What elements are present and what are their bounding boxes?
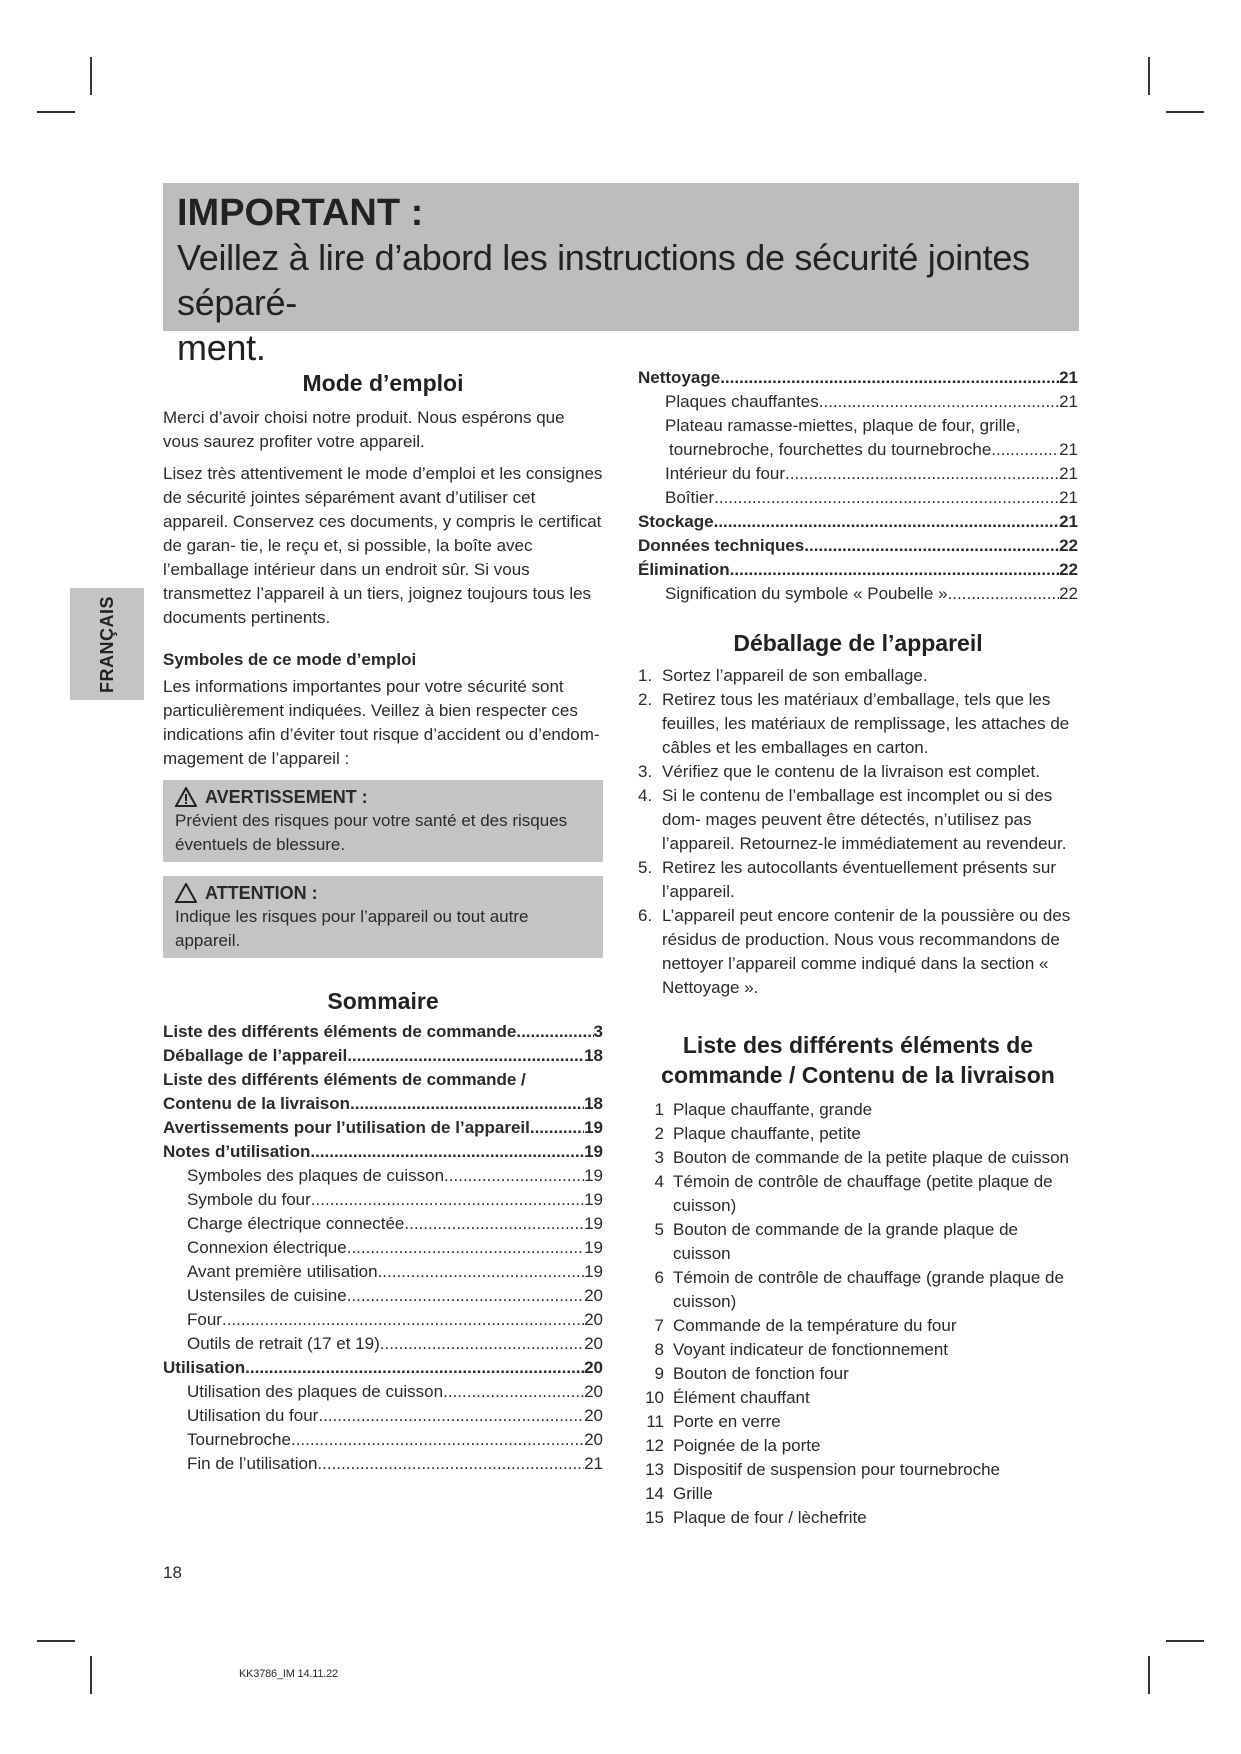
intro-paragraph: Merci d’avoir choisi notre produit. Nous espérons que vous saurez profiter votre appareil.: [163, 408, 565, 451]
toc-entry[interactable]: Avant première utilisation ..... 19: [163, 1260, 603, 1284]
language-tab-label: FRANÇAIS: [96, 595, 117, 693]
warning-triangle-icon: [175, 787, 197, 807]
toc-entry[interactable]: Contenu de la livraison ..... 18: [163, 1092, 603, 1116]
list-item: 12 Poignée de la porte: [645, 1436, 821, 1455]
toc-entry[interactable]: Utilisation ..... 20: [163, 1356, 603, 1380]
symbols-heading: Symboles de ce mode d’emploi: [163, 650, 417, 669]
toc-entry[interactable]: Liste des différents éléments de commande ..... 3: [163, 1020, 603, 1044]
toc-entry[interactable]: Nettoyage ..... 21: [638, 366, 1078, 390]
crop-mark: [90, 1656, 92, 1694]
toc-entry[interactable]: Avertissements pour l’utilisation de l’appareil ..... 19: [163, 1116, 603, 1140]
toc-entry[interactable]: Connexion électrique ..... 19: [163, 1236, 603, 1260]
list-item: 1 Plaque chauffante, grande: [654, 1100, 873, 1119]
list-item: 9 Bouton de fonction four: [654, 1364, 849, 1383]
toc-entry[interactable]: Utilisation des plaques de cuisson ..... 20: [163, 1380, 603, 1404]
toc-entry[interactable]: Outils de retrait (17 et 19) ..... 20: [163, 1332, 603, 1356]
crop-mark: [1148, 57, 1150, 95]
caution-triangle-icon: [175, 883, 197, 903]
warning-text: Prévient des risques pour votre santé et des risques éventuels de blessure.: [175, 811, 568, 854]
toc-entry[interactable]: Four ..... 20: [163, 1308, 603, 1332]
list-item: 1. Sortez l’appareil de son emballage.: [638, 666, 928, 685]
toc-entry[interactable]: Symboles des plaques de cuisson ..... 19: [163, 1164, 603, 1188]
page-number: 18: [163, 1563, 182, 1582]
crop-mark: [37, 111, 75, 113]
toc-entry[interactable]: Liste des différents éléments de commande /: [163, 1070, 526, 1089]
instructions-paragraph: Lisez très attentivement le mode d’emploi et les consignes de sécurité jointes séparément avant d’utiliser cet appareil. Conservez ces documents, y compris le certificat de garan- tie, le reçu et, si possible, la boîte avec l’emballage intérieur dans un endroit sûr. Si vous transmettez l’appareil à un tiers, joignez toujours tous les documents pertinents.: [163, 464, 603, 627]
toc-entry[interactable]: Fin de l’utilisation ..... 21: [163, 1452, 603, 1476]
crop-mark: [37, 1640, 75, 1642]
list-item: 5 Bouton de commande de la grande plaque de cuisson: [654, 1220, 1018, 1263]
list-item: 14 Grille: [645, 1484, 713, 1503]
toc-entry[interactable]: Charge électrique connectée ..... 19: [163, 1212, 603, 1236]
important-banner: [163, 183, 1079, 368]
list-item: 4. Si le contenu de l’emballage est incomplet ou si des dom- mages peuvent être détectés, n’utilisez pas l’appareil. Retournez-le immédiatement au revendeur.: [638, 786, 1067, 853]
list-item: 11 Porte en verre: [646, 1412, 781, 1431]
list-item: 3 Bouton de commande de la petite plaque de cuisson: [654, 1148, 1069, 1167]
warning-header: [175, 785, 591, 809]
liste-title-line1: Liste des différents éléments de: [682, 1032, 1034, 1058]
list-item: 2 Plaque chauffante, petite: [654, 1124, 861, 1143]
toc-entry[interactable]: Données techniques ..... 22: [638, 534, 1078, 558]
mode-emploi-title: Mode d’emploi: [302, 370, 464, 396]
toc-entry[interactable]: Notes d’utilisation ..... 19: [163, 1140, 603, 1164]
language-tab: [70, 588, 144, 700]
right-column: [638, 366, 1078, 1530]
list-item: 2. Retirez tous les matériaux d’emballage, tels que les feuilles, les matériaux de remplissage, les attaches de câbles et les emballages en carton.: [638, 690, 1070, 757]
toc-entry[interactable]: Tournebroche ..... 20: [163, 1428, 603, 1452]
symbols-paragraph: Les informations importantes pour votre sécurité sont particulièrement indiquées. Veillez à bien respecter ces indications afin d’éviter tout risque d’accident ou d’endom- magement de l’appareil :: [163, 677, 600, 768]
deballage-title: Déballage de l’appareil: [733, 630, 983, 656]
toc-entry[interactable]: Stockage ..... 21: [638, 510, 1078, 534]
liste-title-line2: commande / Contenu de la livraison: [661, 1062, 1055, 1088]
toc-entry[interactable]: Utilisation du four ..... 20: [163, 1404, 603, 1428]
banner-text-line1: Veillez à lire d’abord les instructions de sécurité jointes séparé-: [177, 237, 1030, 323]
banner-title: IMPORTANT :: [177, 192, 424, 234]
toc-entry[interactable]: Symbole du four ..... 19: [163, 1188, 603, 1212]
banner-text-line2: ment.: [177, 327, 266, 368]
toc-left: [163, 1020, 603, 1476]
toc-entry[interactable]: Ustensiles de cuisine ..... 20: [163, 1284, 603, 1308]
caution-title: ATTENTION :: [205, 883, 318, 903]
list-item: 15 Plaque de four / lèchefrite: [645, 1508, 867, 1527]
warning-title: AVERTISSEMENT :: [205, 787, 368, 807]
deballage-steps: [638, 664, 1078, 1000]
list-item: 5. Retirez les autocollants éventuellement présents sur l’appareil.: [638, 858, 1057, 901]
toc-entry[interactable]: Élimination ..... 22: [638, 558, 1078, 582]
footer-code: KK3786_IM 14.11.22: [239, 1668, 338, 1680]
toc-entry[interactable]: Signification du symbole « Poubelle » ..... 22: [638, 582, 1078, 606]
caution-text: Indique les risques pour l’appareil ou tout autre appareil.: [175, 907, 529, 950]
list-item: 6 Témoin de contrôle de chauffage (grande plaque de cuisson): [654, 1268, 1064, 1311]
list-item: 6. L’appareil peut encore contenir de la poussière ou des résidus de production. Nous vous recommandons de nettoyer l’appareil comme indiqué dans la section « Nettoyage ».: [638, 906, 1071, 997]
crop-mark: [1166, 1640, 1204, 1642]
list-item: 3. Vérifiez que le contenu de la livraison est complet.: [638, 762, 1040, 781]
crop-mark: [1166, 111, 1204, 113]
caution-box: [163, 876, 603, 958]
toc-right: [638, 366, 1078, 606]
parts-list: [638, 1098, 1078, 1530]
sommaire-title: Sommaire: [327, 988, 439, 1014]
list-item: 7 Commande de la température du four: [654, 1316, 957, 1335]
toc-entry[interactable]: Déballage de l’appareil ..... 18: [163, 1044, 603, 1068]
list-item: 4 Témoin de contrôle de chauffage (petite plaque de cuisson): [654, 1172, 1053, 1215]
toc-entry[interactable]: Boîtier ..... 21: [638, 486, 1078, 510]
list-item: 8 Voyant indicateur de fonctionnement: [654, 1340, 949, 1359]
left-column: [163, 368, 603, 1476]
list-item: 13 Dispositif de suspension pour tournebroche: [645, 1460, 1000, 1479]
list-item: 10 Élément chauffant: [645, 1388, 810, 1407]
caution-header: [175, 881, 591, 905]
toc-entry[interactable]: Plateau ramasse-miettes, plaque de four, grille,: [665, 416, 1021, 435]
toc-entry[interactable]: Plaques chauffantes ..... 21: [638, 390, 1078, 414]
toc-entry[interactable]: Intérieur du four ..... 21: [638, 462, 1078, 486]
crop-mark: [90, 57, 92, 95]
toc-entry[interactable]: tournebroche, fourchettes du tournebroche ..... 21: [638, 438, 1078, 462]
crop-mark: [1148, 1656, 1150, 1694]
warning-box: [163, 780, 603, 862]
